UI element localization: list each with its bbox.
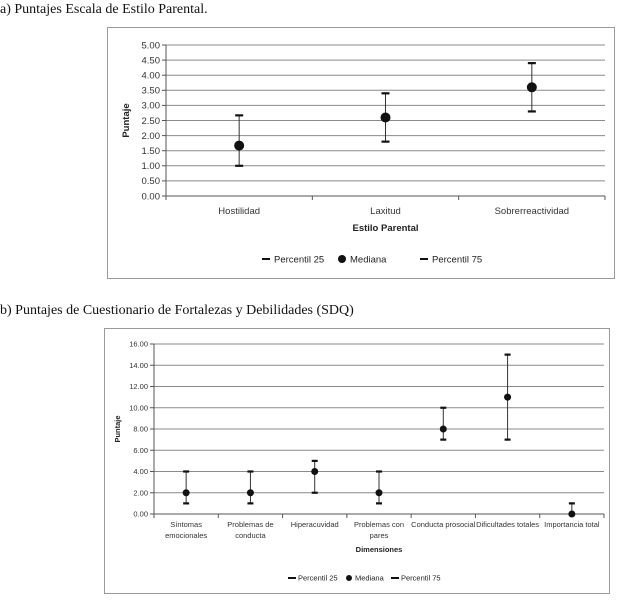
chart-a-y-tick-label: 4.50: [141, 55, 160, 67]
chart-b-y-axis-title: Puntaje: [113, 415, 122, 443]
chart-a-median-point: [381, 112, 391, 122]
chart-a-median-point: [234, 141, 244, 151]
chart-b-x-tick-label: emocionales: [165, 531, 208, 540]
chart-b-x-tick-label: Síntomas: [170, 520, 202, 529]
chart-b-x-axis-title: Dimensiones: [355, 545, 403, 554]
chart-b-legend-label: Percentil 75: [401, 573, 441, 583]
chart-a-y-tick-label: 5.00: [141, 40, 160, 52]
chart-b-y-tick-label: 6.00: [133, 445, 148, 455]
chart-a-y-tick-label: 3.00: [141, 100, 160, 112]
chart-b-y-tick-label: 14.00: [129, 360, 148, 370]
chart-b-x-tick-label: Importancia total: [544, 520, 600, 529]
chart-b-legend-label: Mediana: [355, 573, 384, 583]
chart-a-legend-median-marker: [338, 255, 346, 263]
chart-a-legend-label: Mediana: [350, 254, 387, 266]
chart-a-frame: [107, 27, 615, 279]
chart-b-y-tick-label: 12.00: [129, 382, 148, 392]
chart-a-y-tick-label: 1.50: [141, 146, 160, 158]
chart-a-caption: a) Puntajes Escala de Estilo Parental.: [0, 2, 208, 17]
chart-a-median-point: [527, 82, 537, 92]
chart-b-median-point: [440, 426, 447, 433]
chart-b-y-tick-label: 10.00: [129, 403, 148, 413]
chart-a-legend-label: Percentil 25: [274, 254, 325, 266]
chart-b-y-tick-label: 16.00: [129, 339, 148, 349]
chart-b-y-tick-label: 8.00: [133, 424, 148, 434]
chart-b-median-point: [376, 489, 383, 496]
chart-b-legend-median-marker: [346, 575, 352, 581]
chart-b-x-tick-label: pares: [369, 531, 389, 540]
chart-a-y-tick-label: 0.00: [141, 191, 160, 203]
chart-b-median-point: [247, 489, 254, 496]
chart-a-x-axis-title: Estilo Parental: [352, 223, 419, 234]
chart-b-frame: [104, 328, 610, 594]
chart-a-y-tick-label: 2.50: [141, 115, 160, 127]
chart-a-plot: [108, 28, 616, 280]
chart-a-x-tick-label: Sobrerreactividad: [494, 206, 570, 217]
chart-b-x-tick-label: Problemas con: [353, 520, 405, 529]
chart-b-y-tick-label: 0.00: [133, 509, 148, 519]
chart-a-y-tick-label: 3.50: [141, 85, 160, 97]
chart-a-legend-label: Percentil 75: [432, 254, 483, 266]
chart-b-plot: [105, 329, 611, 595]
chart-b-x-tick-label: Hiperacuvidad: [290, 520, 339, 529]
chart-b-x-tick-label: Conducta prosocial: [411, 520, 476, 529]
chart-b-x-tick-label: Problemas de: [227, 520, 274, 529]
chart-b-y-tick-label: 4.00: [133, 467, 148, 477]
chart-b-median-point: [504, 394, 511, 401]
chart-b-x-tick-label: conducta: [235, 531, 266, 540]
chart-a-x-tick-label: Laxitud: [370, 206, 401, 217]
chart-a-y-tick-label: 4.00: [141, 70, 160, 82]
chart-b-median-point: [311, 468, 318, 475]
chart-b-y-tick-label: 2.00: [133, 488, 148, 498]
chart-a-y-tick-label: 0.50: [141, 176, 160, 188]
chart-a-y-tick-label: 1.00: [141, 161, 160, 173]
chart-a-x-tick-label: Hostilidad: [218, 206, 261, 217]
chart-a-y-axis-title: Puntaje: [121, 103, 132, 138]
chart-a-y-tick-label: 2.00: [141, 130, 160, 142]
chart-b-median-point: [568, 511, 575, 518]
chart-b-x-tick-label: Dificultades totales: [476, 520, 540, 529]
chart-b-legend-label: Percentil 25: [298, 573, 338, 583]
chart-b-median-point: [183, 489, 190, 496]
chart-b-caption: b) Puntajes de Cuestionario de Fortalezas y Debilidades (SDQ): [0, 303, 354, 318]
